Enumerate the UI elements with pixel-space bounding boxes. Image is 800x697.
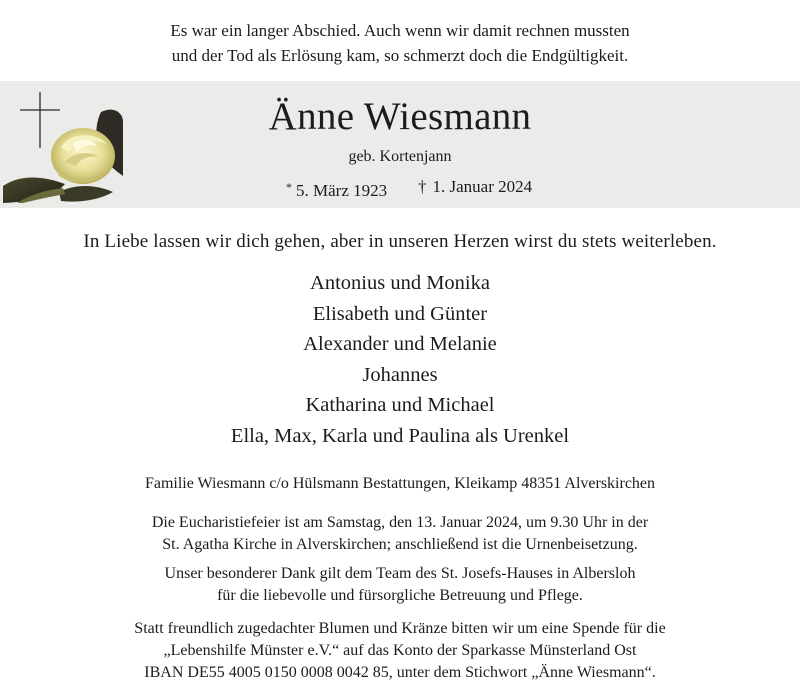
death-date [418, 176, 532, 198]
birth-star-icon: * [286, 180, 292, 194]
intro-line: und der Tod als Erlösung kam, so schmerzt doch die Endgültigkeit. [171, 46, 629, 65]
mourner-line: Johannes [362, 363, 438, 386]
mourner-line: Antonius und Monika [310, 272, 490, 294]
thanks-info [0, 563, 800, 607]
death-date-text: 1. Januar 2024 [432, 177, 533, 196]
motto: In Liebe lassen wir dich gehen, aber in unseren Herzen wirst du stets weiterleben. [83, 231, 717, 252]
mourner-line: Ella, Max, Karla und Paulina als Urenkel [230, 424, 570, 447]
donation-info [0, 618, 800, 684]
family-address: Familie Wiesmann c/o Hülsmann Bestattungen, Kleikamp 48351 Alverskirchen [144, 475, 656, 492]
mourner-line: Elisabeth und Günter [312, 302, 488, 325]
intro-text [0, 18, 800, 68]
donation-line: IBAN DE55 4005 0150 0008 0042 85, unter dem Stichwort „Änne Wiesmann“. [144, 664, 656, 681]
donation-line: „Lebenshilfe Münster e.V.“ auf das Konto der Sparkasse Münsterland Ost [163, 642, 637, 659]
mourners-list [0, 268, 800, 451]
birth-date [286, 176, 387, 202]
donation-line: Statt freundlich zugedachter Blumen und Kränze bitten wir um eine Spende für die [134, 620, 666, 637]
thanks-line: für die liebevolle und fürsorgliche Betreuung und Pflege. [217, 587, 583, 604]
deceased-name: Änne Wiesmann [268, 95, 532, 138]
mourner-line: Katharina und Michael [305, 394, 495, 416]
thanks-line: Unser besonderer Dank gilt dem Team des St. Josefs-Hauses in Albersloh [164, 565, 636, 582]
service-info [0, 512, 800, 556]
service-line: Die Eucharistiefeier ist am Samstag, den 13. Januar 2024, um 9.30 Uhr in der [151, 514, 649, 531]
mourner-line: Alexander und Melanie [303, 333, 497, 355]
maiden-name: geb. Kortenjann [348, 148, 452, 165]
birth-date-text: 5. März 1923 [296, 181, 388, 200]
death-cross-icon: † [418, 177, 427, 196]
service-line: St. Agatha Kirche in Alverskirchen; anschließend ist die Urnenbeisetzung. [162, 536, 638, 553]
intro-line: Es war ein langer Abschied. Auch wenn wir damit rechnen mussten [170, 21, 630, 40]
